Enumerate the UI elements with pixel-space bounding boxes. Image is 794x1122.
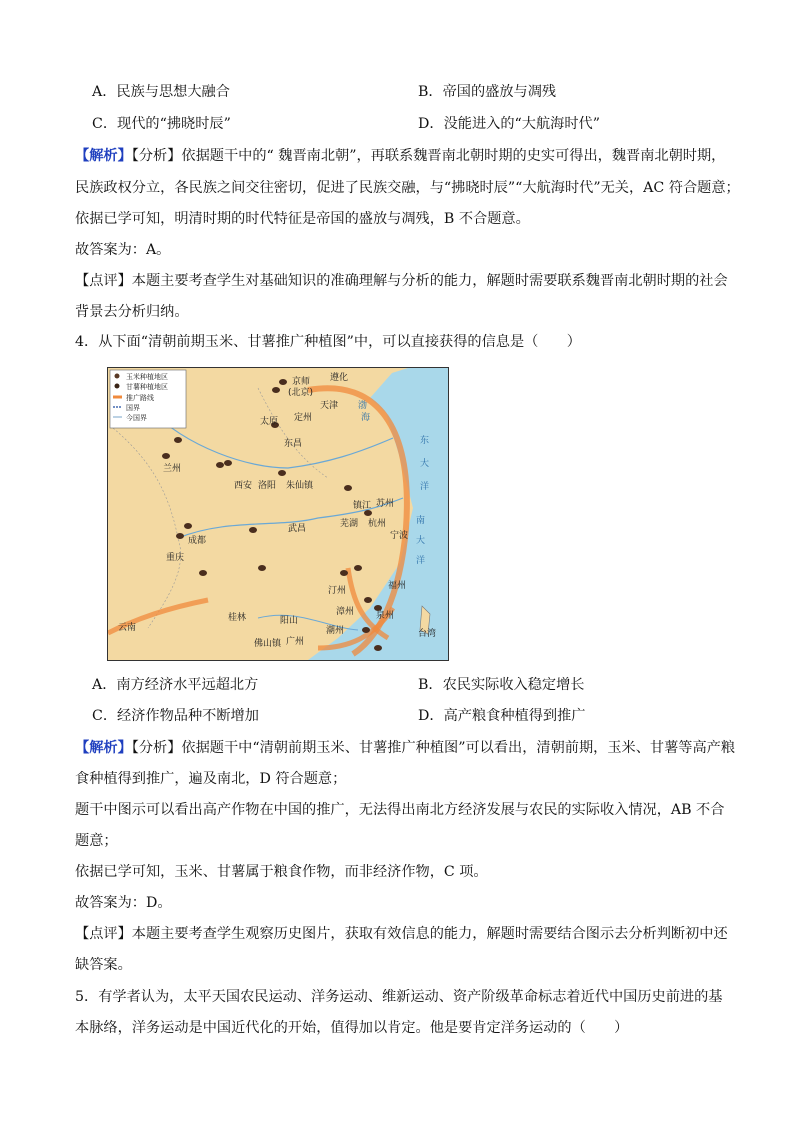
svg-text:福州: 福州 bbox=[388, 581, 407, 591]
svg-text:海: 海 bbox=[361, 413, 371, 423]
q4-analysis-line2: 食种植得到推广，遍及南北，D 符合题意； bbox=[75, 771, 347, 787]
svg-text:泉州: 泉州 bbox=[376, 611, 395, 621]
svg-text:甘薯种植地区: 甘薯种植地区 bbox=[126, 383, 168, 391]
svg-text:桂林: 桂林 bbox=[228, 613, 247, 623]
q3-analysis-tag: 【解析】 bbox=[75, 148, 132, 164]
q4-option-a: A．南方经济水平远超北方 bbox=[92, 677, 259, 693]
svg-text:东昌: 东昌 bbox=[284, 439, 303, 449]
q3-analysis-line3: 依据已学可知，明清时期的时代特征是帝国的盛放与凋残，B 不合题意。 bbox=[75, 211, 530, 227]
crop-promotion-map bbox=[107, 367, 449, 661]
svg-text:京师: 京师 bbox=[292, 377, 311, 387]
svg-text:佛山镇: 佛山镇 bbox=[254, 639, 282, 649]
q4-stem: 4．从下面“清朝前期玉米、甘薯推广种植图”中，可以直接获得的信息是（ ） bbox=[75, 334, 581, 350]
svg-text:朱仙镇: 朱仙镇 bbox=[286, 481, 314, 491]
q3-option-a: A．民族与思想大融合 bbox=[92, 84, 230, 100]
q4-option-b: B．农民实际收入稳定增长 bbox=[418, 677, 585, 693]
q4-answer: 故答案为：D。 bbox=[75, 895, 172, 911]
q4-analysis-line5: 依据已学可知，玉米、甘薯属于粮食作物，而非经济作物，C 项。 bbox=[75, 864, 488, 880]
svg-text:汀州: 汀州 bbox=[328, 586, 347, 596]
svg-text:(北京): (北京) bbox=[288, 388, 314, 398]
svg-text:广州: 广州 bbox=[286, 637, 305, 647]
svg-text:洛阳: 洛阳 bbox=[258, 481, 277, 491]
map-svg bbox=[108, 368, 448, 660]
q4-analysis-tag: 【解析】 bbox=[75, 740, 132, 756]
q3-comment-line2: 背景去分析归纳。 bbox=[75, 304, 189, 320]
svg-text:芜湖: 芜湖 bbox=[340, 519, 359, 529]
svg-text:武昌: 武昌 bbox=[288, 524, 307, 534]
q3-option-b: B．帝国的盛放与凋残 bbox=[418, 84, 557, 100]
svg-text:漳州: 漳州 bbox=[336, 607, 355, 617]
svg-text:渤: 渤 bbox=[358, 401, 368, 411]
svg-text:阳山: 阳山 bbox=[280, 616, 299, 626]
svg-text:洋: 洋 bbox=[416, 556, 426, 566]
svg-text:苏州: 苏州 bbox=[376, 499, 395, 509]
q3-analysis-line2: 民族政权分立，各民族之间交往密切，促进了民族交融，与“拂晓时辰”“大航海时代”无关，AC 符合题意； bbox=[75, 180, 740, 196]
svg-text:南: 南 bbox=[416, 516, 426, 526]
svg-text:兰州: 兰州 bbox=[163, 464, 182, 474]
q3-answer: 故答案为：A。 bbox=[75, 242, 171, 258]
q4-analysis-line4: 题意； bbox=[75, 833, 118, 849]
svg-text:台湾: 台湾 bbox=[418, 629, 437, 639]
svg-text:遵化: 遵化 bbox=[330, 373, 349, 383]
q4-analysis-line3: 题干中图示可以看出高产作物在中国的推广，无法得出南北方经济发展与农民的实际收入情况，AB 不合 bbox=[75, 802, 725, 818]
q5-stem-line2: 本脉络，洋务运动是中国近代化的开始，值得加以肯定。他是要肯定洋务运动的（ ） bbox=[75, 1020, 629, 1036]
svg-text:云南: 云南 bbox=[118, 623, 137, 633]
svg-text:玉米种植地区: 玉米种植地区 bbox=[126, 373, 168, 381]
svg-text:镇江: 镇江 bbox=[353, 501, 372, 511]
q3-option-c: C．现代的“拂晓时辰” bbox=[92, 116, 231, 132]
svg-text:重庆: 重庆 bbox=[166, 553, 185, 563]
svg-text:东: 东 bbox=[420, 436, 430, 446]
svg-text:西安: 西安 bbox=[234, 481, 253, 491]
svg-text:定州: 定州 bbox=[294, 413, 313, 423]
svg-text:宁波: 宁波 bbox=[390, 531, 409, 541]
svg-text:成都: 成都 bbox=[188, 536, 207, 546]
svg-text:太原: 太原 bbox=[260, 417, 279, 427]
q3-analysis-line1: 【解析】【分析】依据题干中的“ 魏晋南北朝”，再联系魏晋南北朝时期的史实可得出，魏晋南北朝时期， bbox=[75, 148, 726, 164]
q4-analysis-line1: 【解析】【分析】依据题干中“清朝前期玉米、甘薯推广种植图”可以看出，清朝前期，玉米、甘薯等高产粮 bbox=[75, 740, 736, 756]
q3-comment-line1: 【点评】本题主要考查学生对基础知识的准确理解与分析的能力，解题时需要联系魏晋南北朝时期的社会 bbox=[75, 273, 728, 289]
svg-text:天津: 天津 bbox=[320, 401, 339, 411]
svg-text:潮州: 潮州 bbox=[326, 626, 345, 636]
svg-text:推广路线: 推广路线 bbox=[126, 394, 154, 402]
q4-comment-line1: 【点评】本题主要考查学生观察历史图片，获取有效信息的能力，解题时需要结合图示去分析判断初中还 bbox=[75, 926, 728, 942]
q4-comment-line2: 缺答案。 bbox=[75, 957, 132, 973]
q5-stem-line1: 5．有学者认为，太平天国农民运动、洋务运动、维新运动、资产阶级革命标志着近代中国历史前进的基 bbox=[75, 989, 723, 1005]
q4-option-c: C．经济作物品种不断增加 bbox=[92, 708, 259, 724]
q3-option-d: D．没能进入的“大航海时代” bbox=[418, 116, 600, 132]
svg-text:杭州: 杭州 bbox=[368, 519, 387, 529]
svg-text:洋: 洋 bbox=[420, 482, 430, 492]
svg-text:国界: 国界 bbox=[126, 404, 140, 412]
q4-option-d: D．高产粮食种植得到推广 bbox=[418, 708, 586, 724]
svg-text:大: 大 bbox=[420, 459, 430, 469]
svg-text:今国界: 今国界 bbox=[126, 414, 147, 422]
svg-text:大: 大 bbox=[416, 536, 426, 546]
